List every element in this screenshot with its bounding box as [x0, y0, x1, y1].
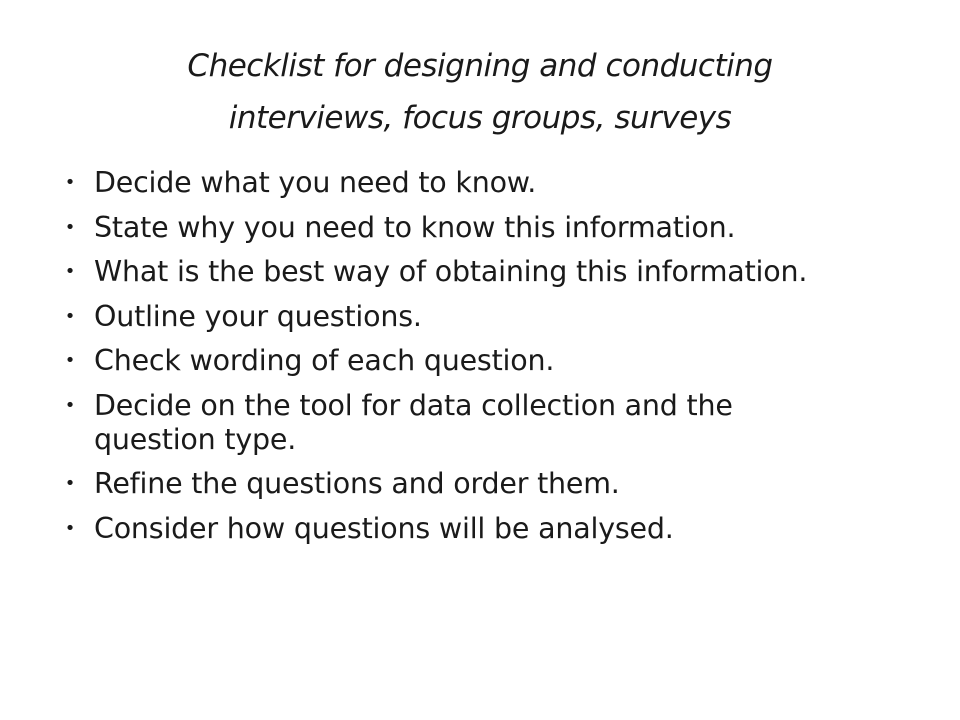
bullet-item: [62, 166, 862, 200]
bullet-item: [62, 300, 862, 334]
bullet-list: [62, 166, 862, 556]
bullet-dot-icon: •: [64, 172, 76, 193]
bullet-item: [62, 512, 862, 546]
bullet-item: [62, 467, 862, 501]
slide-title-line-2: interviews, focus groups, surveys: [228, 100, 732, 136]
bullet-text: Decide on the tool for data collection and the question type.: [94, 388, 733, 456]
bullet-dot-icon: •: [64, 216, 76, 238]
bullet-dot-icon: •: [64, 473, 76, 494]
bullet-text: Decide what you need to know.: [94, 166, 537, 199]
bullet-text: Check wording of each question.: [94, 344, 555, 377]
bullet-dot-icon: •: [64, 394, 76, 416]
bullet-dot-icon: •: [64, 261, 76, 282]
bullet-text: What is the best way of obtaining this information.: [94, 255, 808, 288]
bullet-dot-icon: •: [64, 517, 76, 539]
bullet-text: State why you need to know this information.: [94, 210, 736, 244]
bullet-dot-icon: •: [64, 350, 76, 371]
bullet-item: [62, 255, 862, 289]
bullet-item: [62, 211, 862, 245]
bullet-dot-icon: •: [64, 305, 76, 327]
bullet-text: Consider how questions will be analysed.: [94, 511, 674, 545]
slide-title-line-1: Checklist for designing and conducting: [187, 48, 773, 84]
bullet-item: [62, 344, 862, 378]
bullet-text: Outline your questions.: [94, 299, 422, 333]
slide-title: [70, 40, 890, 144]
bullet-text: Refine the questions and order them.: [94, 467, 620, 500]
bullet-item: [62, 389, 862, 457]
